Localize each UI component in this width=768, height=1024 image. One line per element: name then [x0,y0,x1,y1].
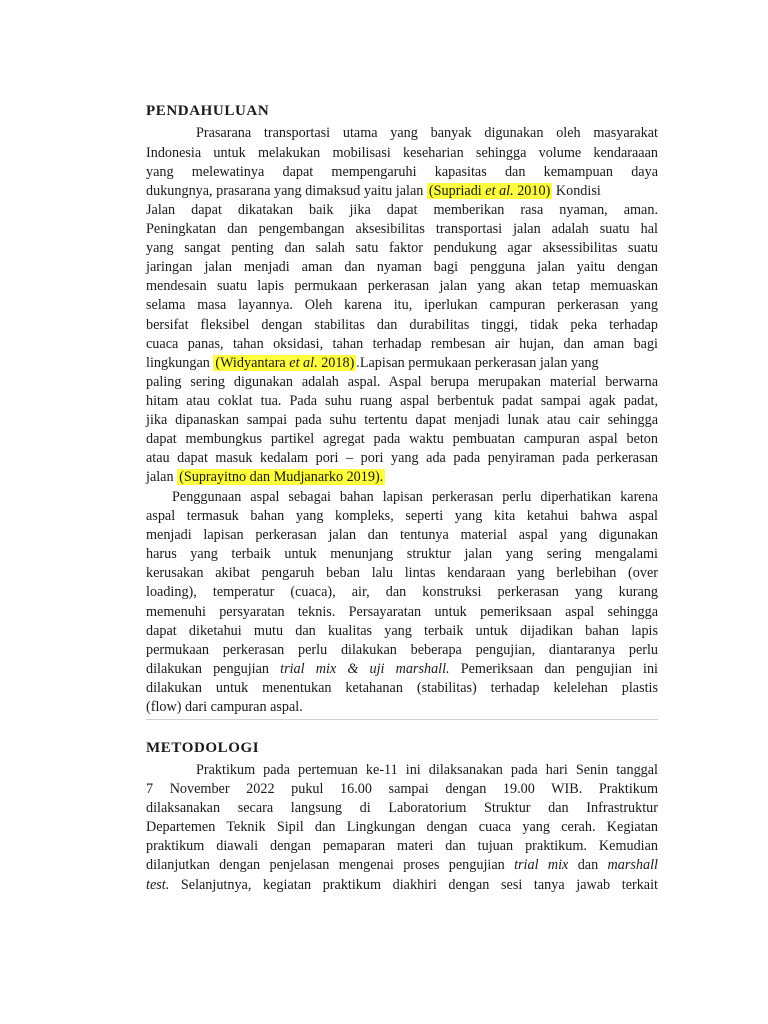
text-line: 7 November 2022 pukul 16.00 sampai dengan 19.00 WIB. Praktikum [146,781,658,797]
text-line: Penggunaan aspal sebagai bahan lapisan perkerasan perlu diperhatikan karena [172,489,658,505]
section-heading-pendahuluan: PENDAHULUAN [146,103,270,119]
text-line: Peningkatan dan pengembangan aksesibilitas transportasi jalan adalah suatu hal [146,221,658,237]
text-line: dilakukan untuk menentukan ketahanan (stabilitas) terhadap kelelehan plastis [146,680,658,696]
text-line: Departemen Teknik Sipil dan Lingkungan dengan cuaca yang cerah. Kegiatan [146,819,658,835]
text-line: hitam atau coklat tua. Pada suhu ruang aspal berbentuk padat sampai agak padat, [146,393,658,409]
text-line: harus yang terbaik untuk menunjang struktur jalan yang sering mengalami [146,546,658,562]
text-line: yang melewatinya dapat mempengaruhi kapasitas dan kemampuan daya [146,164,658,180]
text-line: dapat membungkus partikel agregat pada waktu pembuatan campuran aspal beton [146,431,658,447]
citation-highlight: (Suprayitno dan Mudjanarko 2019). [179,469,384,485]
text-line: lingkungan (Widyantara et al. 2018) .Lapisan permukaan perkerasan jalan yang [146,355,599,371]
text-line: cuaca panas, tahan oksidasi, tahan terhadap rembesan air hujan, dan aman bagi [146,336,658,352]
text-line: Jalan dapat dikatakan baik jika dapat memberikan rasa nyaman, aman. [146,202,658,218]
text-line: memenuhi persyaratan teknis. Persayaratan untuk pemeriksaan aspal sehingga [146,604,658,620]
text-line: atau dapat masuk kedalam pori – pori yang ada pada penyiraman pada perkerasan [146,450,658,466]
section-divider [146,719,658,720]
text-line: kerusakan akibat pengaruh beban lalu lintas kendaraan yang berlebihan (over [146,565,658,581]
text-line: mendesain suatu lapis permukaan perkerasan jalan yang akan tetap memuaskan [146,278,658,294]
text-line: dapat diketahui mutu dan kualitas yang terbaik untuk dijadikan bahan lapis [146,623,658,639]
text-line: Prasarana transportasi utama yang banyak digunakan oleh masyarakat [196,125,658,141]
text-line: aspal termasuk bahan yang kompleks, seperti yang kita ketahui bahwa aspal [146,508,658,524]
text-line: selama masa layannya. Oleh karena itu, iperlukan campuran perkerasan yang [146,297,658,313]
text-line: Praktikum pada pertemuan ke-11 ini dilaksanakan pada hari Senin tanggal [196,762,658,778]
citation-highlight: (Supriadi et al. 2010) [428,183,551,199]
text-line: dilanjutkan dengan penjelasan mengenai proses pengujian trial mix dan marshall [146,857,658,873]
text-line: dilakukan pengujian trial mix & uji marshall. Pemeriksaan dan pengujian ini [146,661,658,677]
text-line: yang sangat penting dan salah satu faktor pendukung agar aksessibilitas suatu [146,240,658,256]
text-line: (flow) dari campuran aspal. [146,699,303,715]
text-line: bersifat fleksibel dengan stabilitas dan durabilitas tinggi, tidak peka terhadap [146,317,658,333]
citation-highlight: (Widyantara et al. 2018) [215,355,355,371]
text-line: paling sering digunakan adalah aspal. Aspal berupa merupakan material berwarna [146,374,658,390]
text-line: Indonesia untuk melakukan mobilisasi keseharian sehingga volume kendaraaan [146,145,658,161]
text-line: test. Selanjutnya, kegiatan praktikum diakhiri dengan sesi tanya jawab terkait [146,877,658,893]
text-line: jalan (Suprayitno dan Mudjanarko 2019). [146,469,384,485]
text-line: jaringan jalan menjadi aman dan nyaman bagi pengguna jalan yaitu dengan [146,259,658,275]
text-line: menjadi lapisan perkerasan jalan dan tentunya material aspal yang digunakan [146,527,658,543]
text-line: dilaksanakan secara langsung di Laboratorium Struktur dan Infrastruktur [146,800,658,816]
text-line: loading), temperatur (cuaca), air, dan konstruksi perkerasan yang kurang [146,584,658,600]
text-line: praktikum diawali dengan pemaparan materi dan tujuan praktikum. Kemudian [146,838,658,854]
text-line: permukaan perkerasan perlu dilakukan beberapa pengujian, diantaranya perlu [146,642,658,658]
section-heading-metodologi: METODOLOGI [146,740,260,756]
text-line: dukungnya, prasarana yang dimaksud yaitu jalan (Supriadi et al. 2010) Kondisi [146,183,601,199]
text-line: jika dipanaskan sampai pada suhu tertentu dapat menjadi lunak atau cair sehingga [146,412,658,428]
